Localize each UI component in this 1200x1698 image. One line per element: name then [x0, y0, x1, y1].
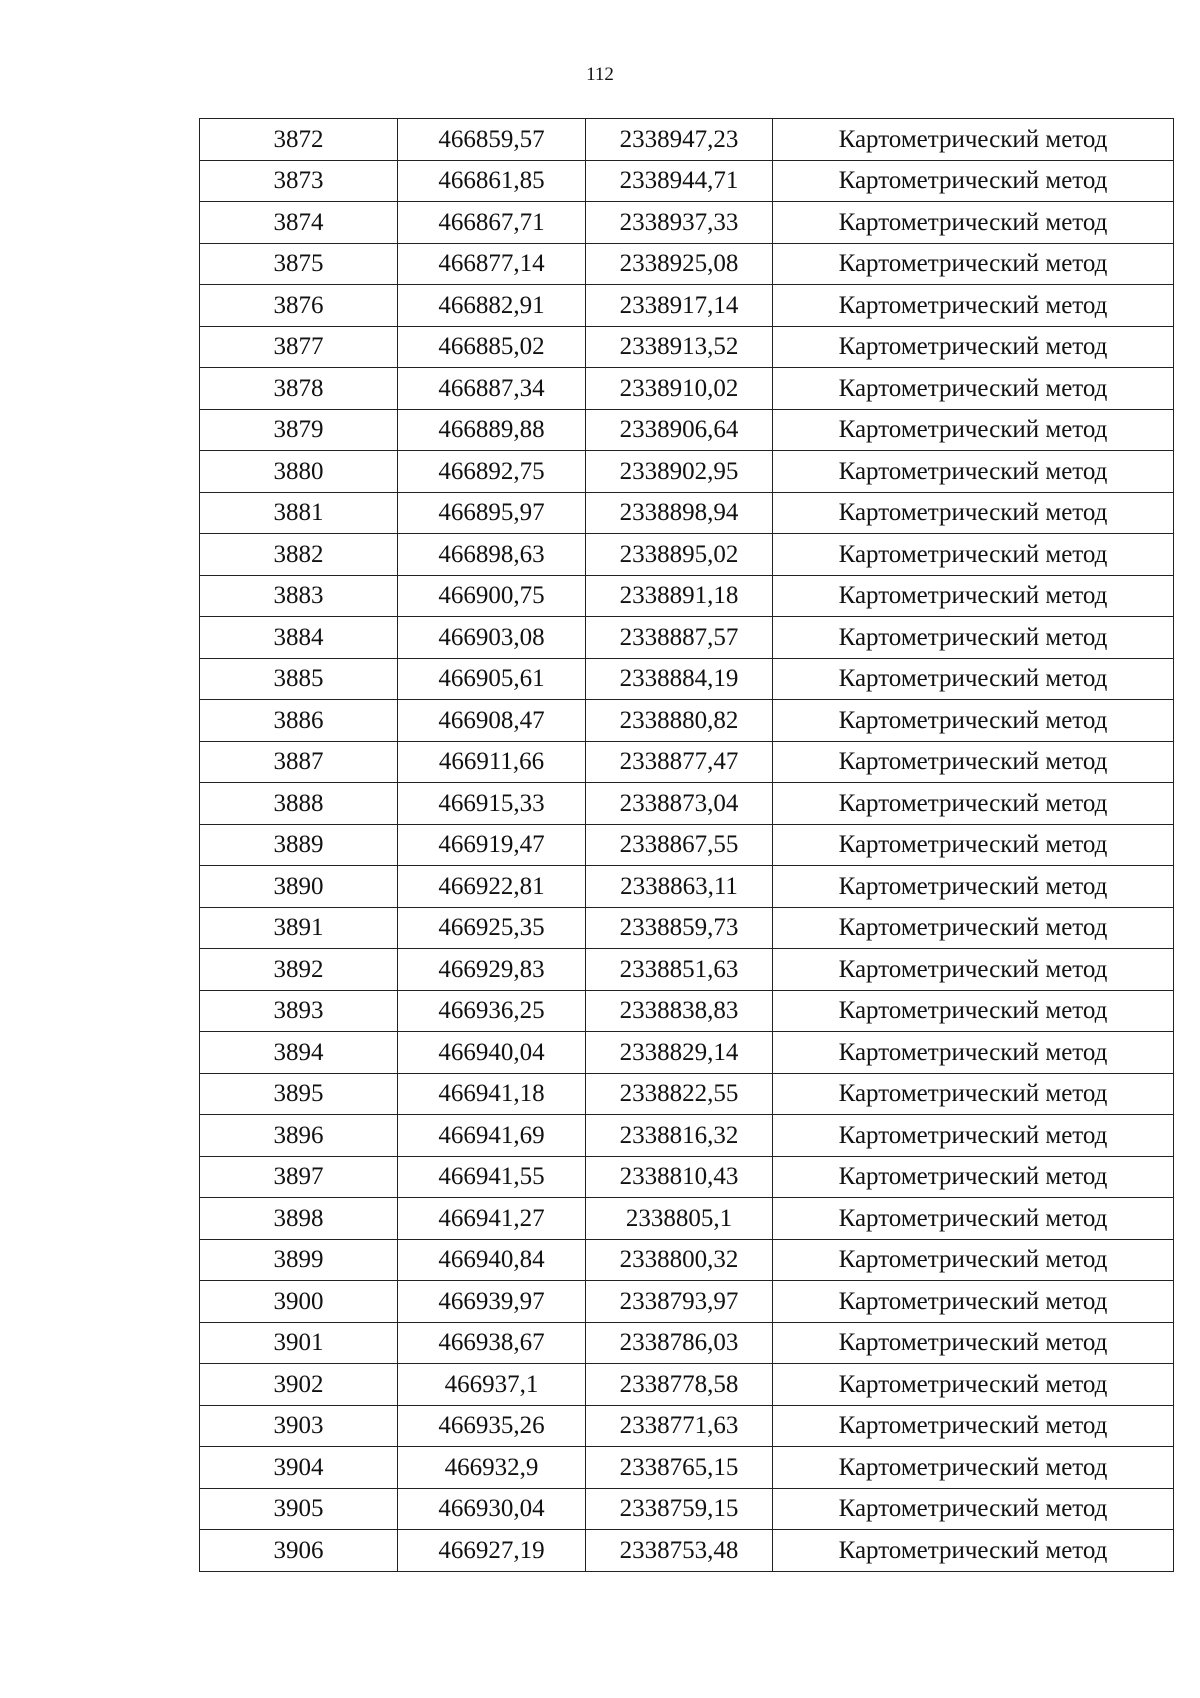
point-number-cell: 3887	[200, 741, 398, 783]
table-row	[200, 824, 1174, 866]
table-row	[200, 990, 1174, 1032]
x-coordinate-cell: 466900,75	[398, 575, 586, 617]
x-coordinate-cell: 466915,33	[398, 783, 586, 825]
x-coordinate-cell: 466895,97	[398, 492, 586, 534]
y-coordinate-cell: 2338771,63	[586, 1405, 773, 1447]
x-coordinate-cell: 466859,57	[398, 119, 586, 161]
x-coordinate-cell: 466938,67	[398, 1322, 586, 1364]
x-coordinate-cell: 466932,9	[398, 1447, 586, 1489]
point-number-cell: 3883	[200, 575, 398, 617]
y-coordinate-cell: 2338810,43	[586, 1156, 773, 1198]
point-number-cell: 3906	[200, 1530, 398, 1572]
point-number-cell: 3877	[200, 326, 398, 368]
y-coordinate-cell: 2338786,03	[586, 1322, 773, 1364]
point-number-cell: 3884	[200, 617, 398, 659]
point-number-cell: 3894	[200, 1032, 398, 1074]
x-coordinate-cell: 466941,18	[398, 1073, 586, 1115]
x-coordinate-cell: 466889,88	[398, 409, 586, 451]
x-coordinate-cell: 466911,66	[398, 741, 586, 783]
y-coordinate-cell: 2338884,19	[586, 658, 773, 700]
method-cell: Картометрический метод	[773, 1032, 1174, 1074]
coordinates-table-body	[200, 119, 1174, 1572]
point-number-cell: 3899	[200, 1239, 398, 1281]
point-number-cell: 3892	[200, 949, 398, 991]
y-coordinate-cell: 2338910,02	[586, 368, 773, 410]
table-row	[200, 160, 1174, 202]
x-coordinate-cell: 466939,97	[398, 1281, 586, 1323]
y-coordinate-cell: 2338887,57	[586, 617, 773, 659]
y-coordinate-cell: 2338816,32	[586, 1115, 773, 1157]
x-coordinate-cell: 466927,19	[398, 1530, 586, 1572]
table-row	[200, 741, 1174, 783]
table-row	[200, 1281, 1174, 1323]
page-number: 112	[586, 64, 614, 85]
y-coordinate-cell: 2338867,55	[586, 824, 773, 866]
method-cell: Картометрический метод	[773, 160, 1174, 202]
table-row	[200, 1032, 1174, 1074]
x-coordinate-cell: 466925,35	[398, 907, 586, 949]
x-coordinate-cell: 466861,85	[398, 160, 586, 202]
point-number-cell: 3873	[200, 160, 398, 202]
table-row	[200, 1198, 1174, 1240]
x-coordinate-cell: 466929,83	[398, 949, 586, 991]
y-coordinate-cell: 2338859,73	[586, 907, 773, 949]
point-number-cell: 3893	[200, 990, 398, 1032]
method-cell: Картометрический метод	[773, 326, 1174, 368]
method-cell: Картометрический метод	[773, 1530, 1174, 1572]
y-coordinate-cell: 2338880,82	[586, 700, 773, 742]
y-coordinate-cell: 2338925,08	[586, 243, 773, 285]
table-row	[200, 492, 1174, 534]
method-cell: Картометрический метод	[773, 202, 1174, 244]
x-coordinate-cell: 466936,25	[398, 990, 586, 1032]
table-row	[200, 243, 1174, 285]
point-number-cell: 3880	[200, 451, 398, 493]
y-coordinate-cell: 2338759,15	[586, 1488, 773, 1530]
point-number-cell: 3901	[200, 1322, 398, 1364]
method-cell: Картометрический метод	[773, 368, 1174, 410]
y-coordinate-cell: 2338805,1	[586, 1198, 773, 1240]
x-coordinate-cell: 466922,81	[398, 866, 586, 908]
x-coordinate-cell: 466882,91	[398, 285, 586, 327]
table-row	[200, 1364, 1174, 1406]
y-coordinate-cell: 2338906,64	[586, 409, 773, 451]
point-number-cell: 3885	[200, 658, 398, 700]
method-cell: Картометрический метод	[773, 949, 1174, 991]
point-number-cell: 3881	[200, 492, 398, 534]
table-row	[200, 202, 1174, 244]
x-coordinate-cell: 466885,02	[398, 326, 586, 368]
point-number-cell: 3900	[200, 1281, 398, 1323]
y-coordinate-cell: 2338891,18	[586, 575, 773, 617]
method-cell: Картометрический метод	[773, 119, 1174, 161]
x-coordinate-cell: 466887,34	[398, 368, 586, 410]
table-row	[200, 700, 1174, 742]
point-number-cell: 3889	[200, 824, 398, 866]
y-coordinate-cell: 2338829,14	[586, 1032, 773, 1074]
point-number-cell: 3890	[200, 866, 398, 908]
point-number-cell: 3882	[200, 534, 398, 576]
table-row	[200, 1488, 1174, 1530]
point-number-cell: 3878	[200, 368, 398, 410]
y-coordinate-cell: 2338793,97	[586, 1281, 773, 1323]
method-cell: Картометрический метод	[773, 1198, 1174, 1240]
y-coordinate-cell: 2338822,55	[586, 1073, 773, 1115]
x-coordinate-cell: 466908,47	[398, 700, 586, 742]
x-coordinate-cell: 466903,08	[398, 617, 586, 659]
table-row	[200, 783, 1174, 825]
y-coordinate-cell: 2338947,23	[586, 119, 773, 161]
x-coordinate-cell: 466941,27	[398, 1198, 586, 1240]
point-number-cell: 3904	[200, 1447, 398, 1489]
y-coordinate-cell: 2338877,47	[586, 741, 773, 783]
table-row	[200, 866, 1174, 908]
table-row	[200, 949, 1174, 991]
method-cell: Картометрический метод	[773, 1488, 1174, 1530]
table-row	[200, 326, 1174, 368]
method-cell: Картометрический метод	[773, 575, 1174, 617]
table-row	[200, 575, 1174, 617]
method-cell: Картометрический метод	[773, 658, 1174, 700]
x-coordinate-cell: 466905,61	[398, 658, 586, 700]
point-number-cell: 3902	[200, 1364, 398, 1406]
x-coordinate-cell: 466877,14	[398, 243, 586, 285]
point-number-cell: 3898	[200, 1198, 398, 1240]
table-row	[200, 451, 1174, 493]
method-cell: Картометрический метод	[773, 534, 1174, 576]
table-row	[200, 658, 1174, 700]
table-row	[200, 1530, 1174, 1572]
point-number-cell: 3888	[200, 783, 398, 825]
method-cell: Картометрический метод	[773, 783, 1174, 825]
table-row	[200, 534, 1174, 576]
method-cell: Картометрический метод	[773, 1073, 1174, 1115]
table-row	[200, 368, 1174, 410]
point-number-cell: 3895	[200, 1073, 398, 1115]
y-coordinate-cell: 2338917,14	[586, 285, 773, 327]
method-cell: Картометрический метод	[773, 1447, 1174, 1489]
y-coordinate-cell: 2338863,11	[586, 866, 773, 908]
y-coordinate-cell: 2338873,04	[586, 783, 773, 825]
x-coordinate-cell: 466867,71	[398, 202, 586, 244]
method-cell: Картометрический метод	[773, 990, 1174, 1032]
method-cell: Картометрический метод	[773, 1322, 1174, 1364]
y-coordinate-cell: 2338944,71	[586, 160, 773, 202]
method-cell: Картометрический метод	[773, 1115, 1174, 1157]
x-coordinate-cell: 466919,47	[398, 824, 586, 866]
point-number-cell: 3875	[200, 243, 398, 285]
method-cell: Картометрический метод	[773, 824, 1174, 866]
method-cell: Картометрический метод	[773, 1405, 1174, 1447]
x-coordinate-cell: 466940,84	[398, 1239, 586, 1281]
x-coordinate-cell: 466935,26	[398, 1405, 586, 1447]
method-cell: Картометрический метод	[773, 1364, 1174, 1406]
point-number-cell: 3879	[200, 409, 398, 451]
table-row	[200, 1073, 1174, 1115]
point-number-cell: 3876	[200, 285, 398, 327]
table-row	[200, 1447, 1174, 1489]
point-number-cell: 3874	[200, 202, 398, 244]
table-row	[200, 1322, 1174, 1364]
table-row	[200, 1239, 1174, 1281]
y-coordinate-cell: 2338902,95	[586, 451, 773, 493]
method-cell: Картометрический метод	[773, 617, 1174, 659]
table-row	[200, 1115, 1174, 1157]
table-row	[200, 1405, 1174, 1447]
point-number-cell: 3891	[200, 907, 398, 949]
y-coordinate-cell: 2338895,02	[586, 534, 773, 576]
table-row	[200, 617, 1174, 659]
x-coordinate-cell: 466937,1	[398, 1364, 586, 1406]
point-number-cell: 3886	[200, 700, 398, 742]
table-row	[200, 1156, 1174, 1198]
method-cell: Картометрический метод	[773, 1156, 1174, 1198]
method-cell: Картометрический метод	[773, 700, 1174, 742]
y-coordinate-cell: 2338838,83	[586, 990, 773, 1032]
method-cell: Картометрический метод	[773, 451, 1174, 493]
method-cell: Картометрический метод	[773, 1281, 1174, 1323]
method-cell: Картометрический метод	[773, 409, 1174, 451]
coordinates-table	[199, 118, 1174, 1572]
x-coordinate-cell: 466940,04	[398, 1032, 586, 1074]
method-cell: Картометрический метод	[773, 866, 1174, 908]
y-coordinate-cell: 2338800,32	[586, 1239, 773, 1281]
y-coordinate-cell: 2338898,94	[586, 492, 773, 534]
method-cell: Картометрический метод	[773, 1239, 1174, 1281]
x-coordinate-cell: 466898,63	[398, 534, 586, 576]
y-coordinate-cell: 2338778,58	[586, 1364, 773, 1406]
x-coordinate-cell: 466941,69	[398, 1115, 586, 1157]
point-number-cell: 3897	[200, 1156, 398, 1198]
y-coordinate-cell: 2338937,33	[586, 202, 773, 244]
method-cell: Картометрический метод	[773, 907, 1174, 949]
point-number-cell: 3872	[200, 119, 398, 161]
y-coordinate-cell: 2338765,15	[586, 1447, 773, 1489]
table-row	[200, 119, 1174, 161]
method-cell: Картометрический метод	[773, 285, 1174, 327]
x-coordinate-cell: 466930,04	[398, 1488, 586, 1530]
point-number-cell: 3905	[200, 1488, 398, 1530]
x-coordinate-cell: 466892,75	[398, 451, 586, 493]
y-coordinate-cell: 2338851,63	[586, 949, 773, 991]
method-cell: Картометрический метод	[773, 492, 1174, 534]
table-row	[200, 409, 1174, 451]
method-cell: Картометрический метод	[773, 243, 1174, 285]
point-number-cell: 3896	[200, 1115, 398, 1157]
y-coordinate-cell: 2338913,52	[586, 326, 773, 368]
method-cell: Картометрический метод	[773, 741, 1174, 783]
x-coordinate-cell: 466941,55	[398, 1156, 586, 1198]
point-number-cell: 3903	[200, 1405, 398, 1447]
y-coordinate-cell: 2338753,48	[586, 1530, 773, 1572]
table-row	[200, 285, 1174, 327]
table-row	[200, 907, 1174, 949]
